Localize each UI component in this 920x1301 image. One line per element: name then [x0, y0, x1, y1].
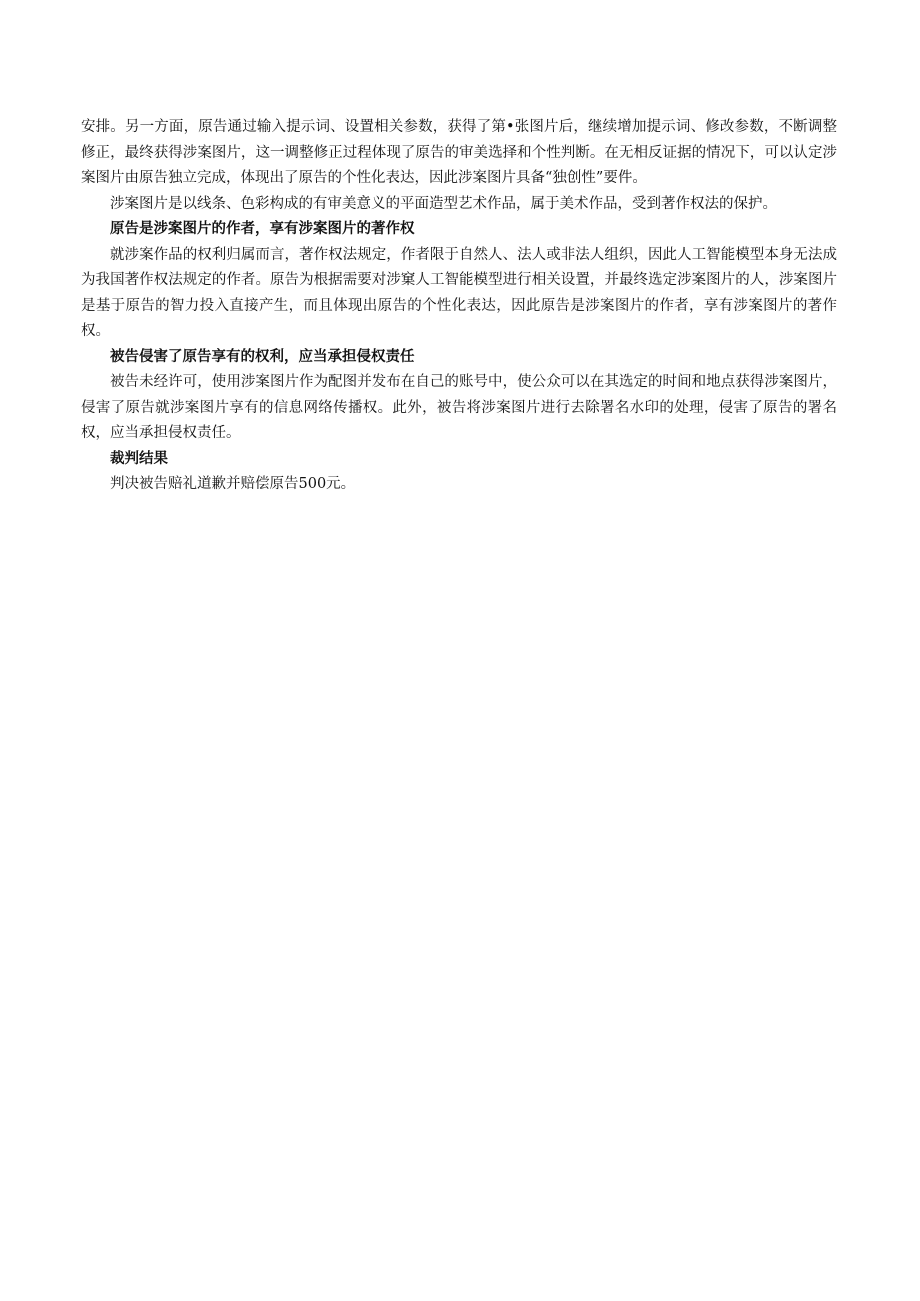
- section-heading-judgment: 裁判结果: [110, 450, 168, 467]
- paragraph-artwork-type: 涉案图片是以线条、色彩构成的有审美意义的平面造型艺术作品，属于美术作品，受到著作权法的保护。: [110, 195, 777, 212]
- section-heading-author: 原告是涉案图片的作者，享有涉案图片的著作权: [110, 221, 415, 237]
- paragraph-continuation: 安排。另一方面，原告通过输入提示词、设置相关参数，获得了第•张图片后，继续增加提示词、修改参数，不断调整修正，最终获得涉案图片，这一调整修正过程体现了原告的审美选择和个性判断。在无相反证据的情况下，可以认定涉案图片由原告独立完成，体现出了原告的个性化表达，因此涉案图片具备“独创性”要件。: [81, 119, 837, 186]
- paragraph-infringement: 被告未经许可，使用涉案图片作为配图并发布在自己的账号中，使公众可以在其选定的时间和地点获得涉案图片，侵害了原告就涉案图片享有的信息网络传播权。此外，被告将涉案图片进行去除署名水印的处理，侵害了原告的署名权，应当承担侵权责任。: [81, 374, 837, 441]
- paragraph-authorship: 就涉案作品的权利归属而言，著作权法规定，作者限于自然人、法人或非法人组织，因此人工智能模型本身无法成为我国著作权法规定的作者。原告为根据需要对涉窠人工智能模型进行相关设置，并最终选定涉案图片的人，涉案图片是基于原告的智力投入直接产生，而且体现出原告的个性化表达，因此原告是涉案图片的作者，享有涉案图片的著作权。: [81, 246, 837, 339]
- paragraph-judgment: 判决被告赔礼道歉并赔偿原告500元。: [110, 476, 356, 492]
- section-heading-infringement: 被告侵害了原告享有的权利，应当承担侵权责任: [110, 348, 415, 365]
- document-body: [81, 115, 837, 498]
